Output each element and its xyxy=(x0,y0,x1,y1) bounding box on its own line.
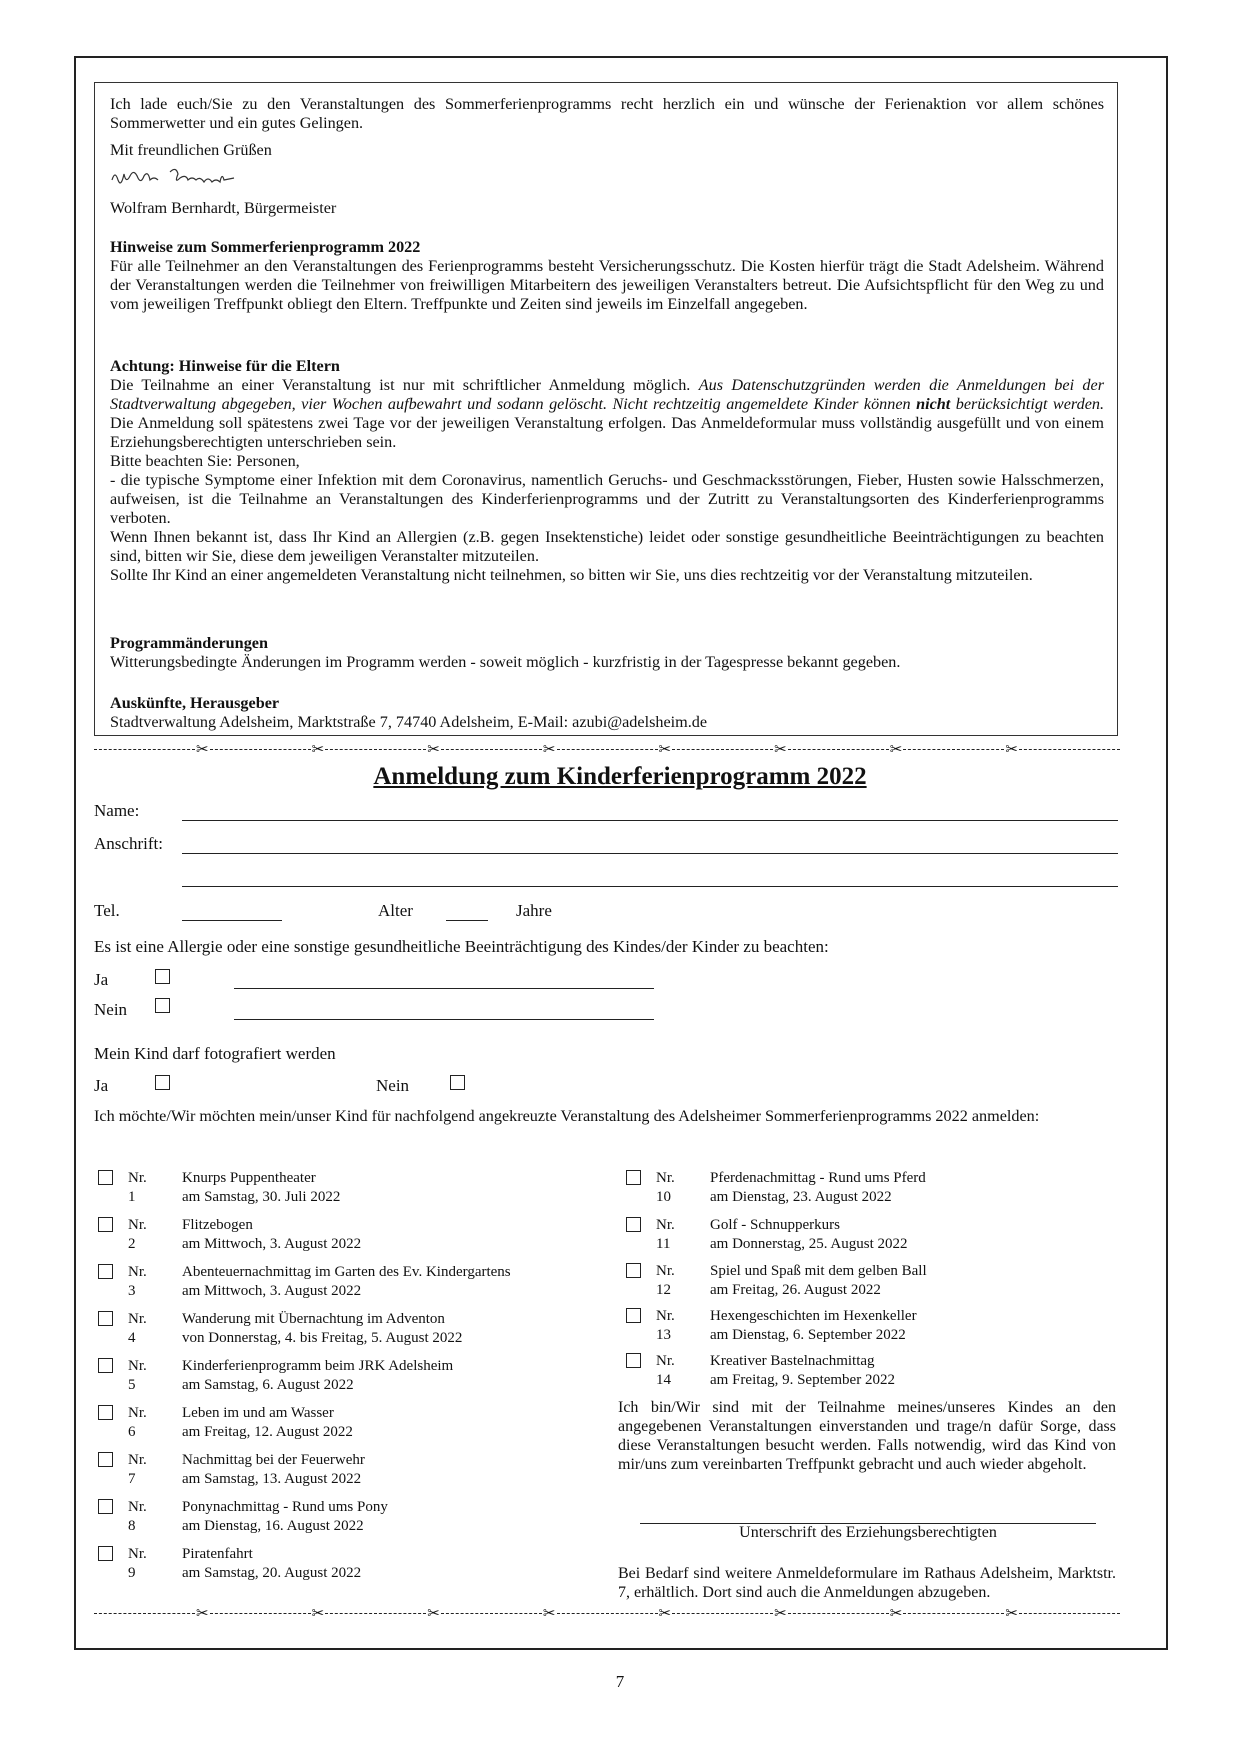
register-text: Ich möchte/Wir möchten mein/unser Kind für nachfolgend angekreuzte Veranstaltung des Adelsheimer Sommerferienprogramms 2022 anmelden: xyxy=(94,1107,1040,1125)
event-checkbox[interactable] xyxy=(98,1499,113,1514)
event-checkbox[interactable] xyxy=(98,1405,113,1420)
letter-greeting: Mit freundlichen Grüßen xyxy=(110,141,272,159)
scissors-icon: ✂ xyxy=(1005,741,1018,757)
form-title: Anmeldung zum Kinderferienprogramm 2022 xyxy=(373,763,867,790)
tel-field[interactable] xyxy=(182,920,282,921)
signature-label: Unterschrift des Erziehungsberechtigten xyxy=(739,1524,997,1541)
event-checkbox[interactable] xyxy=(98,1170,113,1185)
scissors-icon: ✂ xyxy=(427,741,440,757)
hinweise-section xyxy=(110,238,1104,314)
auskuenfte-body: Stadtverwaltung Adelsheim, Marktstraße 7, 74740 Adelsheim, E-Mail: azubi@adelsheim.de xyxy=(110,713,708,731)
allergy-no-field[interactable] xyxy=(234,1019,654,1020)
photo-question: Mein Kind darf fotografiert werden xyxy=(94,1044,336,1063)
event-checkbox[interactable] xyxy=(98,1311,113,1326)
scissors-icon: ✂ xyxy=(658,741,672,757)
programm-section xyxy=(110,634,1104,672)
event-checkbox[interactable] xyxy=(98,1264,113,1279)
programm-body: Witterungsbedingte Änderungen im Programm werden - soweit möglich - kurzfristig in der Tagespresse bekannt gegeben. xyxy=(110,653,901,671)
scissors-icon: ✂ xyxy=(542,1605,556,1621)
programm-title: Programmänderungen xyxy=(110,634,268,652)
achtung-p4: Wenn Ihnen bekannt ist, dass Ihr Kind an Allergien (z.B. gegen Insektenstiche) leidet oder sonstige gesundheitliche Beeinträchtigungen zu beachten sind, bitten wir Sie, diese dem jeweiligen Veranstalter mitzuteilen. xyxy=(110,528,1104,565)
allergy-yes-label: Ja xyxy=(94,970,109,989)
scissors-icon: ✂ xyxy=(774,1605,787,1621)
scissors-icon: ✂ xyxy=(889,1605,903,1621)
auskuenfte-title: Auskünfte, Herausgeber xyxy=(110,694,280,712)
name-field[interactable] xyxy=(182,820,1118,821)
consent-text: Ich bin/Wir sind mit der Teilnahme meines/unseres Kindes an den angegebenen Veranstaltungen einverstanden und trage/n dafür Sorge, dass diese Veranstaltungen besucht werden. Falls notwendig, wird das Kind von mir/uns zum vereinbarten Treffpunkt gebracht und auch wieder abgeholt. xyxy=(618,1399,1116,1473)
name-label: Name: xyxy=(94,801,140,820)
photo-no-checkbox[interactable] xyxy=(450,1075,465,1090)
event-checkbox[interactable] xyxy=(98,1217,113,1232)
photo-yes-label: Ja xyxy=(94,1076,109,1095)
event-checkbox[interactable] xyxy=(98,1358,113,1373)
scissors-icon: ✂ xyxy=(427,1605,440,1621)
letter-signer: Wolfram Bernhardt, Bürgermeister xyxy=(110,199,337,217)
scissors-icon: ✂ xyxy=(542,741,556,757)
allergy-yes-checkbox[interactable] xyxy=(155,969,170,984)
address-label: Anschrift: xyxy=(94,834,163,853)
allergy-no-checkbox[interactable] xyxy=(155,998,170,1013)
letter-intro: Ich lade euch/Sie zu den Veranstaltungen des Sommerferienprogramms recht herzlich ein und wünsche der Ferienaktion vor allem schönes Sommerwetter und ein gutes Gelingen. xyxy=(110,95,1104,132)
years-label: Jahre xyxy=(516,901,552,920)
event-checkbox[interactable] xyxy=(626,1170,641,1185)
scissors-icon: ✂ xyxy=(196,741,209,757)
event-checkbox[interactable] xyxy=(626,1308,641,1323)
footer-note: Bei Bedarf sind weitere Anmeldeformulare im Rathaus Adelsheim, Marktstr. 7, erhältlich. Dort sind auch die Anmeldungen abzugeben. xyxy=(618,1565,1116,1601)
allergy-yes-field[interactable] xyxy=(234,988,654,989)
scissors-icon: ✂ xyxy=(311,1605,325,1621)
page-number: 7 xyxy=(615,1672,625,1691)
scissors-icon: ✂ xyxy=(658,1605,672,1621)
cut-line-bottom xyxy=(94,1605,1120,1621)
achtung-p5: Sollte Ihr Kind an einer angemeldeten Veranstaltung nicht teilnehmen, so bitten wir Sie, uns dies rechtzeitig vor der Veranstaltung mitzuteilen. xyxy=(110,566,1033,584)
photo-no-label: Nein xyxy=(376,1076,410,1095)
scissors-icon: ✂ xyxy=(1005,1605,1018,1621)
address-field-2[interactable] xyxy=(182,886,1118,887)
allergy-question: Es ist eine Allergie oder eine sonstige gesundheitliche Beeinträchtigung des Kindes/der Kinder zu beachten: xyxy=(94,937,829,956)
age-label: Alter xyxy=(378,901,413,920)
tel-label: Tel. xyxy=(94,901,120,920)
achtung-p1: Die Teilnahme an einer Veranstaltung ist nur mit schriftlicher Anmeldung möglich. Aus Datenschutzgründen werden die Anmeldungen bei der Stadtverwaltung abgegeben, vier Wochen aufbewahrt und sodann gelöscht. Nicht rechtzeitig angemeldete Kinder können nicht berücksichtigt werden. Die Anmeldung soll spätestens zwei Tage vor der jeweiligen Veranstaltung erfolgen. Das Anmeldeformular muss vollständig ausgefüllt und von einem Erziehungsberechtigten unterschrieben sein. xyxy=(110,376,1105,451)
age-field[interactable] xyxy=(446,920,488,921)
hinweise-title: Hinweise zum Sommerferienprogramm 2022 xyxy=(110,238,421,256)
achtung-p3: - die typische Symptome einer Infektion mit dem Coronavirus, namentlich Geruchs- und Geschmacksstörungen, Fieber, Husten sowie Halsschmerzen, aufweisen, ist die Teilnahme an Veranstaltungen des Kinderferienprogramms und der Zutritt zu Veranstaltungsorten des Kinderferienprogramms verboten. xyxy=(110,471,1104,527)
auskuenfte-section xyxy=(110,694,1104,732)
scissors-icon: ✂ xyxy=(196,1605,209,1621)
address-field-1[interactable] xyxy=(182,853,1118,854)
scissors-icon: ✂ xyxy=(889,741,903,757)
event-checkbox[interactable] xyxy=(626,1263,641,1278)
event-checkbox[interactable] xyxy=(626,1217,641,1232)
scissors-icon: ✂ xyxy=(774,741,787,757)
event-checkbox[interactable] xyxy=(98,1546,113,1561)
cut-line-top xyxy=(94,741,1120,757)
allergy-no-label: Nein xyxy=(94,1000,128,1019)
hinweise-body: Für alle Teilnehmer an den Veranstaltungen des Ferienprogramms besteht Versicherungsschutz. Die Kosten hierfür trägt die Stadt Adelsheim. Während der Veranstaltungen werden die Teilnehmer von freiwilligen Mitarbeitern des jeweiligen Veranstalters betreut. Die Aufsichtspflicht für den Weg zu und vom jeweiligen Treffpunkt obliegt den Eltern. Treffpunkte und Zeiten sind jeweils im Einzelfall angegeben. xyxy=(110,257,1104,313)
event-checkbox[interactable] xyxy=(98,1452,113,1467)
signature xyxy=(108,160,268,194)
achtung-title: Achtung: Hinweise für die Eltern xyxy=(110,357,340,375)
achtung-p2: Bitte beachten Sie: Personen, xyxy=(110,452,300,470)
scissors-icon: ✂ xyxy=(311,741,325,757)
achtung-section xyxy=(110,357,1104,585)
event-checkbox[interactable] xyxy=(626,1353,641,1368)
photo-yes-checkbox[interactable] xyxy=(155,1075,170,1090)
